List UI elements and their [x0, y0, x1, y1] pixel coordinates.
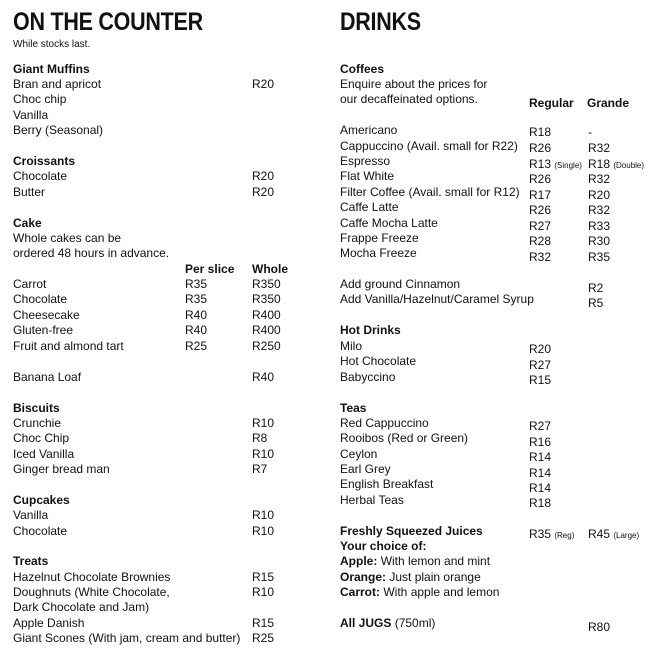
hot-drink-name: Hot Chocolate [340, 354, 417, 368]
cake-name: Fruit and almond tart [13, 339, 124, 353]
hot-drinks-heading: Hot Drinks [340, 323, 401, 337]
coffees-note: Enquire about the prices for [340, 77, 488, 91]
juice-option: Apple: With lemon and mint [340, 554, 491, 568]
cake-name: Gluten-free [13, 323, 74, 337]
cupcake-price: R10 [252, 508, 275, 522]
cake-note: Whole cakes can be [13, 231, 122, 245]
coffee-grande-price: R35 [588, 250, 611, 264]
coffee-name: Mocha Freeze [340, 246, 417, 260]
biscuit-price: R10 [252, 447, 275, 461]
coffee-name: Caffe Latte [340, 200, 399, 214]
coffee-regular-price: R18 [529, 125, 552, 139]
coffee-grande-price: R18 (Double) [588, 157, 645, 171]
croissants-heading: Croissants [13, 154, 76, 168]
cake-slice-price: R40 [185, 323, 208, 337]
biscuit-name: Crunchie [13, 416, 62, 430]
cake-name: Cheesecake [13, 308, 80, 322]
coffee-grande-price: R20 [588, 188, 611, 202]
juice-choice: Your choice of: [340, 539, 427, 553]
banana-loaf-name: Banana Loaf [13, 370, 82, 384]
coffee-regular-price: R17 [529, 188, 552, 202]
cake-col-slice: Per slice [185, 262, 235, 276]
hot-drink-price: R20 [529, 342, 552, 356]
cake-name: Carrot [13, 277, 47, 291]
tea-name: Earl Grey [340, 462, 391, 476]
cupcake-name: Chocolate [13, 524, 68, 538]
coffee-name: Americano [340, 123, 398, 137]
juices-heading: Freshly Squeezed Juices [340, 524, 483, 538]
cake-slice-price: R40 [185, 308, 208, 322]
croissant-price: R20 [252, 185, 275, 199]
tea-price: R27 [529, 419, 552, 433]
muffin-item: Choc chip [13, 92, 67, 106]
coffee-grande-price: R32 [588, 141, 611, 155]
biscuit-price: R7 [252, 462, 268, 476]
coffees-heading: Coffees [340, 62, 385, 76]
treat-name: Giant Scones (With jam, cream and butter) [13, 631, 241, 645]
muffin-item: Berry (Seasonal) [13, 123, 104, 137]
left-subtitle: While stocks last. [13, 39, 91, 50]
left-title: ON THE COUNTER [13, 8, 203, 36]
hot-drink-name: Babyccino [340, 370, 396, 384]
teas-heading: Teas [340, 401, 367, 415]
hot-drink-price: R15 [529, 373, 552, 387]
cupcake-price: R10 [252, 524, 275, 538]
cake-heading: Cake [13, 216, 42, 230]
tea-name: English Breakfast [340, 477, 434, 491]
addon-price: R2 [588, 281, 604, 295]
coffee-name: Espresso [340, 154, 391, 168]
cake-slice-price: R35 [185, 277, 208, 291]
tea-price: R14 [529, 450, 552, 464]
cake-whole-price: R250 [252, 339, 281, 353]
cake-slice-price: R25 [185, 339, 208, 353]
addon-name: Add ground Cinnamon [340, 277, 461, 291]
hot-drink-price: R27 [529, 358, 552, 372]
coffee-regular-price: R26 [529, 172, 552, 186]
biscuit-name: Ginger bread man [13, 462, 110, 476]
coffee-grande-price: R30 [588, 234, 611, 248]
banana-loaf-price: R40 [252, 370, 275, 384]
cake-col-whole: Whole [252, 262, 288, 276]
treat-price: R25 [252, 631, 275, 645]
treat-price: R10 [252, 585, 275, 599]
coffee-col-grande: Grande [587, 96, 630, 110]
coffee-grande-price: R32 [588, 203, 611, 217]
cake-name: Chocolate [13, 292, 68, 306]
cake-whole-price: R350 [252, 277, 281, 291]
biscuits-heading: Biscuits [13, 401, 60, 415]
tea-name: Ceylon [340, 447, 378, 461]
croissant-name: Chocolate [13, 169, 68, 183]
tea-price: R14 [529, 481, 552, 495]
biscuit-name: Choc Chip [13, 431, 70, 445]
cake-note: ordered 48 hours in advance. [13, 246, 170, 260]
coffee-regular-price: R32 [529, 250, 552, 264]
coffee-name: Frappe Freeze [340, 231, 419, 245]
tea-name: Rooibos (Red or Green) [340, 431, 469, 445]
cake-whole-price: R400 [252, 308, 281, 322]
juice-option: Orange: Just plain orange [340, 570, 481, 584]
biscuit-price: R8 [252, 431, 268, 445]
coffee-regular-price: R28 [529, 234, 552, 248]
coffee-regular-price: R26 [529, 141, 552, 155]
muffin-item: Vanilla [13, 108, 49, 122]
coffee-name: Caffe Mocha Latte [340, 216, 438, 230]
juice-regular-price: R35 (Reg) [529, 527, 575, 541]
tea-price: R14 [529, 466, 552, 480]
tea-name: Red Cappuccino [340, 416, 429, 430]
coffee-col-regular: Regular [529, 96, 574, 110]
coffee-grande-price: - [588, 125, 592, 139]
croissant-name: Butter [13, 185, 46, 199]
treat-price: R15 [252, 616, 275, 630]
muffins-heading: Giant Muffins [13, 62, 90, 76]
cake-slice-price: R35 [185, 292, 208, 306]
treat-price: R15 [252, 570, 275, 584]
tea-price: R16 [529, 435, 552, 449]
cake-whole-price: R350 [252, 292, 281, 306]
cupcakes-heading: Cupcakes [13, 493, 70, 507]
treat-name: Hazelnut Chocolate Brownies [13, 570, 171, 584]
right-title: DRINKS [340, 8, 421, 36]
treat-name: Dark Chocolate and Jam) [13, 600, 150, 614]
tea-price: R18 [529, 496, 552, 510]
biscuit-name: Iced Vanilla [13, 447, 75, 461]
jugs-price: R80 [588, 620, 611, 634]
coffee-regular-price: R27 [529, 219, 552, 233]
treat-name: Doughnuts (White Chocolate, [13, 585, 170, 599]
cupcake-name: Vanilla [13, 508, 49, 522]
muffin-price: R20 [252, 77, 275, 91]
coffee-regular-price: R26 [529, 203, 552, 217]
coffee-name: Cappuccino (Avail. small for R22) [340, 139, 518, 153]
biscuit-price: R10 [252, 416, 275, 430]
juice-large-price: R45 (Large) [588, 527, 640, 541]
tea-name: Herbal Teas [340, 493, 404, 507]
juice-option: Carrot: With apple and lemon [340, 585, 500, 599]
coffees-note: our decaffeinated options. [340, 92, 478, 106]
cake-whole-price: R400 [252, 323, 281, 337]
addon-name: Add Vanilla/Hazelnut/Caramel Syrup [340, 292, 534, 306]
coffee-name: Filter Coffee (Avail. small for R12) [340, 185, 520, 199]
coffee-grande-price: R33 [588, 219, 611, 233]
coffee-regular-price: R13 (Single) [529, 157, 582, 171]
hot-drink-name: Milo [340, 339, 363, 353]
coffee-grande-price: R32 [588, 172, 611, 186]
coffee-name: Flat White [340, 169, 395, 183]
treat-name: Apple Danish [13, 616, 85, 630]
croissant-price: R20 [252, 169, 275, 183]
muffin-item: Bran and apricot [13, 77, 102, 91]
treats-heading: Treats [13, 554, 49, 568]
jugs-item: All JUGS (750ml) [340, 616, 436, 630]
addon-price: R5 [588, 296, 604, 310]
